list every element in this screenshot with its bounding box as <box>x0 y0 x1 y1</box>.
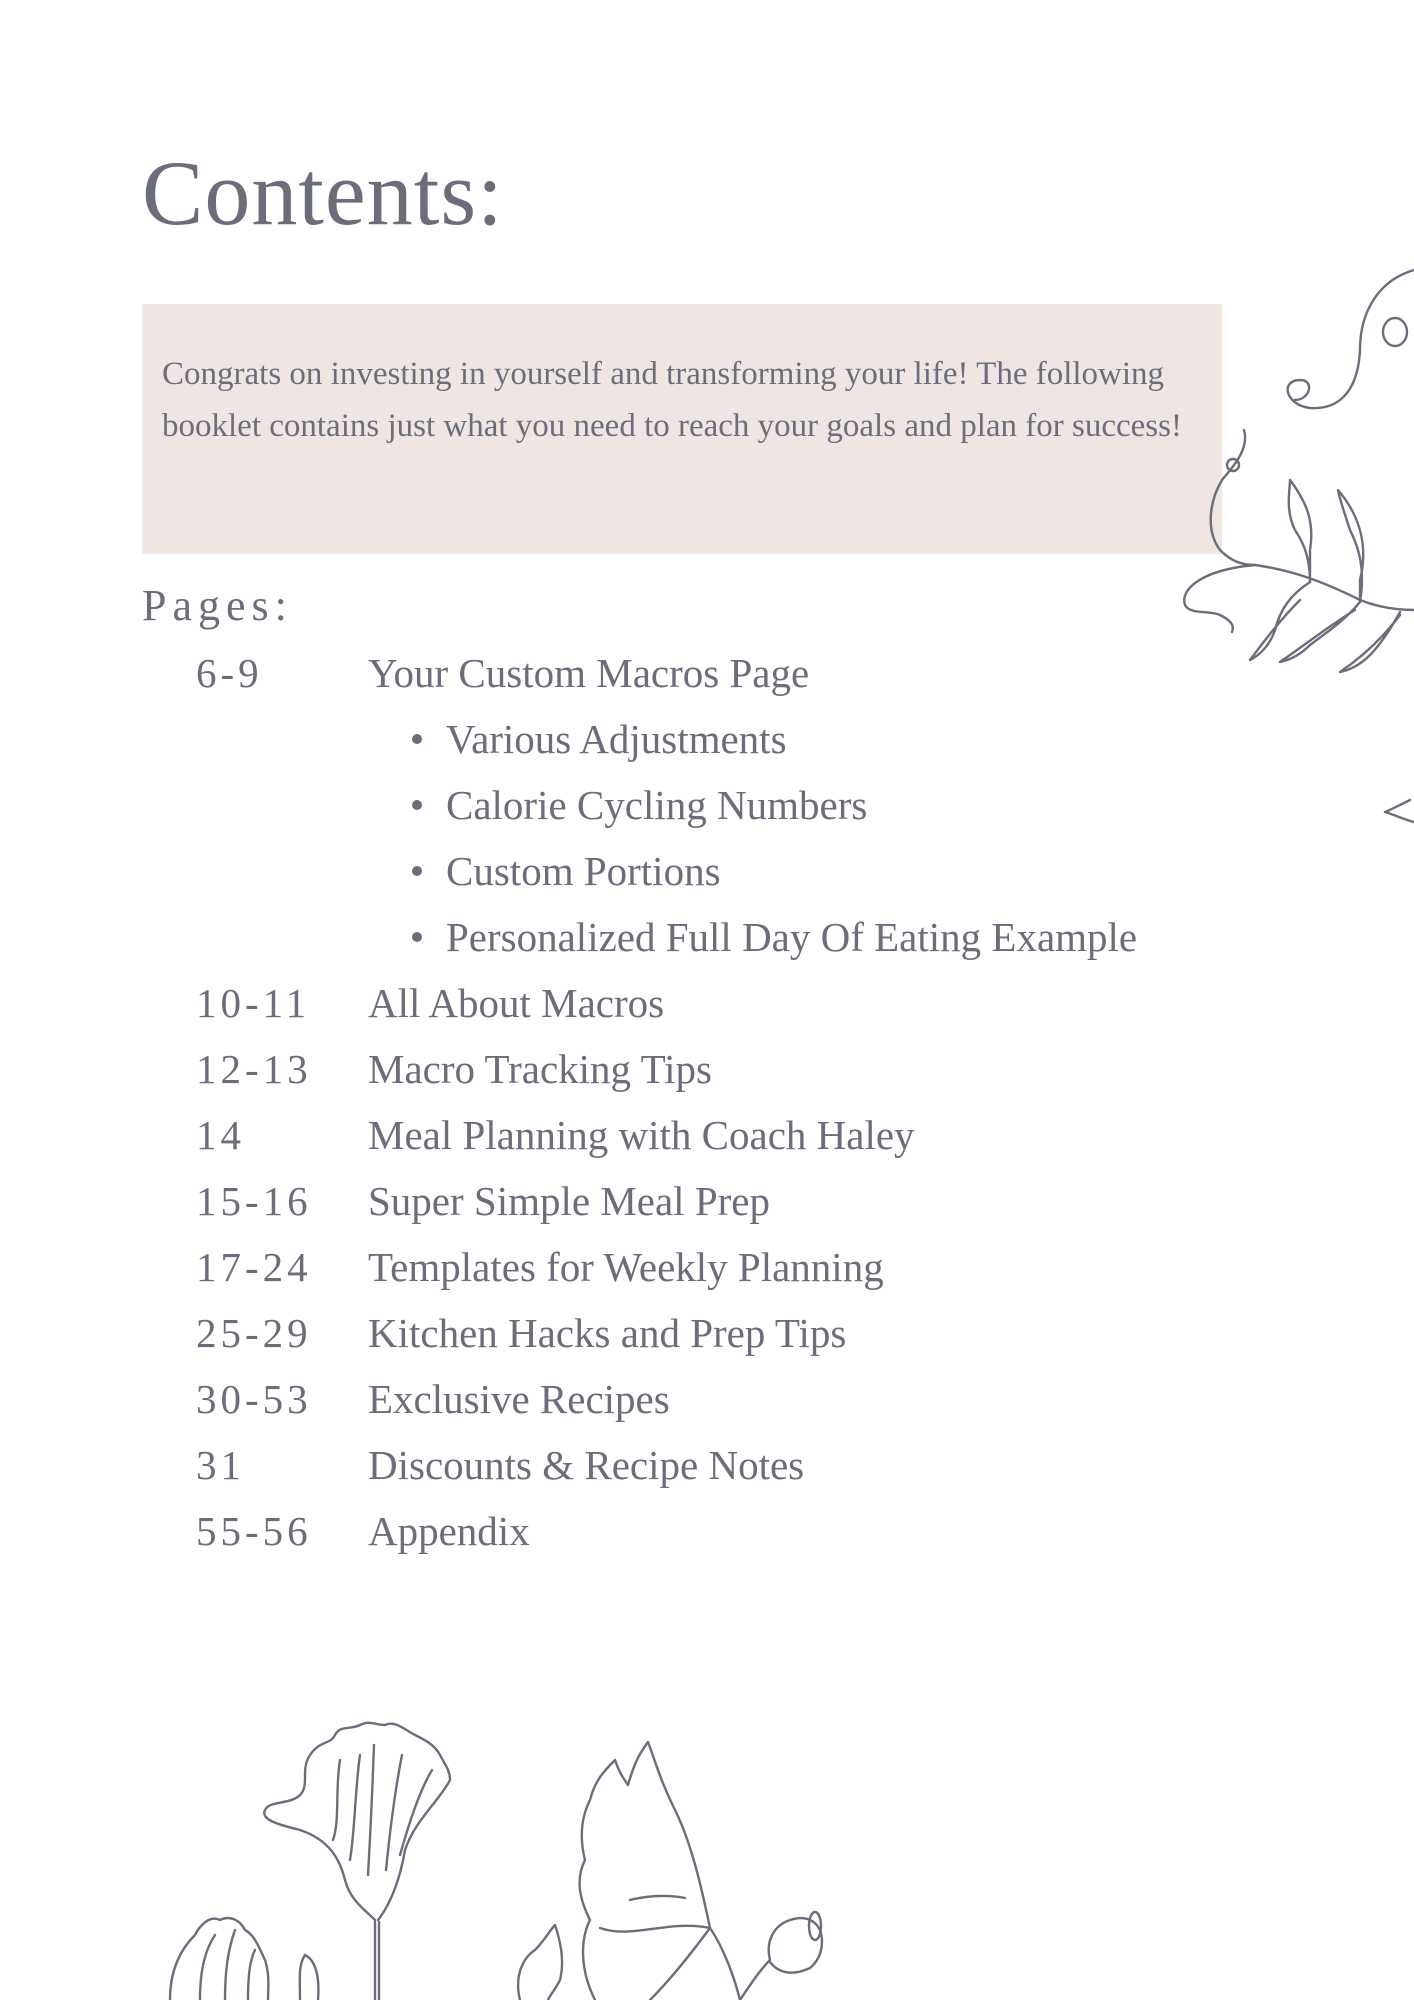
toc-page-range: 10-11 <box>196 980 311 1026</box>
toc-page-range: 6-9 <box>196 650 263 696</box>
toc-page-range: 15-16 <box>196 1178 312 1224</box>
toc-title: Macro Tracking Tips <box>368 1046 713 1092</box>
toc-page-range: 30-53 <box>196 1376 312 1422</box>
toc-page-range: 55-56 <box>196 1508 312 1554</box>
toc-title: Exclusive Recipes <box>368 1376 670 1422</box>
toc-subitem <box>196 772 1296 838</box>
toc-title: Kitchen Hacks and Prep Tips <box>368 1310 847 1356</box>
toc-title: Templates for Weekly Planning <box>368 1244 884 1290</box>
toc-subitem-label: Calorie Cycling Numbers <box>446 782 868 828</box>
toc-subitem-label: Various Adjustments <box>446 716 787 762</box>
toc-subitem <box>196 838 1296 904</box>
toc-subitem <box>196 904 1296 970</box>
toc-page-range: 25-29 <box>196 1310 312 1356</box>
toc-entry <box>196 640 1296 706</box>
toc-title: Your Custom Macros Page <box>368 650 810 696</box>
toc-entry <box>196 970 1296 1036</box>
toc-subitem <box>196 706 1296 772</box>
toc-subitem-label: Custom Portions <box>446 848 721 894</box>
toc-entry <box>196 1300 1296 1366</box>
intro-text: Congrats on investing in yourself and transforming your life! The following booklet contains just what you need to reach your goals and plan for success! <box>162 356 1182 444</box>
toc-entry <box>196 1102 1296 1168</box>
toc-entry <box>196 1036 1296 1102</box>
toc-entry <box>196 1234 1296 1300</box>
page-title: Contents: <box>142 142 504 244</box>
table-of-contents <box>196 640 1296 1564</box>
toc-title: All About Macros <box>368 980 665 1026</box>
bullet-icon <box>412 932 422 942</box>
toc-page-range: 31 <box>196 1442 245 1488</box>
toc-entry <box>196 1432 1296 1498</box>
toc-entry <box>196 1168 1296 1234</box>
floral-line-art-illustration-icon <box>150 1700 1250 2000</box>
bullet-icon <box>412 800 422 810</box>
bullet-icon <box>412 866 422 876</box>
leafy-vine-illustration-icon <box>1160 260 1414 840</box>
toc-entry <box>196 1498 1296 1564</box>
toc-page-range: 14 <box>196 1112 245 1158</box>
toc-title: Appendix <box>368 1508 530 1554</box>
toc-page-range: 17-24 <box>196 1244 312 1290</box>
toc-page-range: 12-13 <box>196 1046 312 1092</box>
toc-title: Super Simple Meal Prep <box>368 1178 770 1224</box>
pages-label: Pages: <box>142 581 293 630</box>
bullet-icon <box>412 734 422 744</box>
intro-box <box>142 304 1222 554</box>
toc-title: Meal Planning with Coach Haley <box>368 1112 915 1158</box>
toc-subitem-label: Personalized Full Day Of Eating Example <box>446 914 1138 960</box>
toc-entry <box>196 1366 1296 1432</box>
toc-title: Discounts & Recipe Notes <box>368 1442 805 1488</box>
